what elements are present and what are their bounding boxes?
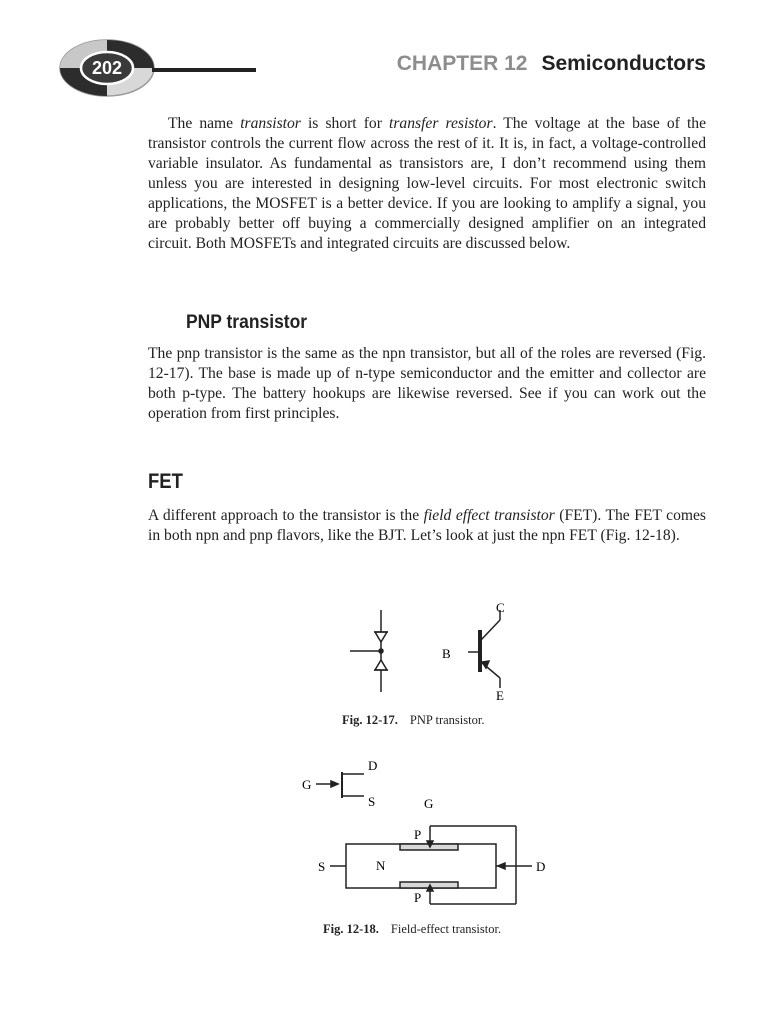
figure-caption-text: PNP transistor.: [409, 713, 485, 727]
fet-paragraph: [148, 506, 706, 546]
p-region-bottom-label: P: [414, 890, 422, 905]
figure-12-17-diagram: [336, 596, 526, 706]
chapter-label: CHAPTER 12: [396, 52, 528, 75]
fet-heading: FET: [148, 470, 183, 493]
intro-paragraph: [148, 114, 706, 254]
emphasis-transistor: transistor: [240, 115, 301, 132]
figure-number: Fig. 12-18.: [323, 922, 379, 936]
emitter-label: E: [496, 688, 504, 703]
text-run: . The voltage at the base of the transistor controls the current flow across the rest of it. It is, in fact, a voltage-controlled variable insulator. As fundamental as transistors are, I don’t recommend using them unless you are interested in designing low-level circuits. For most electronic switch applications, the MOSFET is a better device. If you are looking to amplify a signal, you are probably better off buying a commercially designed amplifier on an integrated circuit. Both MOSFETs and integrated circuits are discussed below.: [148, 115, 706, 252]
collector-label: C: [496, 600, 505, 615]
emphasis-transfer-resistor: transfer resistor: [389, 115, 493, 132]
fet-symbol: [316, 772, 364, 798]
figure-12-18-caption: [323, 922, 501, 937]
n-region-label: N: [376, 858, 386, 873]
base-label: B: [442, 646, 451, 661]
device-drain-label: D: [536, 859, 546, 874]
fet-device-structure: [330, 826, 532, 904]
figure-caption-text: Field-effect transistor.: [390, 922, 502, 936]
figure-number: Fig. 12-17.: [342, 713, 398, 727]
page-number: 202: [91, 58, 123, 78]
symbol-source-label: S: [368, 794, 376, 809]
symbol-gate-label: G: [302, 777, 312, 792]
device-gate-label: G: [424, 796, 434, 811]
text-run: is short for: [300, 115, 389, 132]
emphasis-fet: field effect transistor: [423, 507, 555, 524]
p-region-top-label: P: [414, 827, 422, 842]
pnp-paragraph: The pnp transistor is the same as the npn transistor, but all of the roles are reversed (Fig. 12-17). The base is made up of n-type semiconductor and the emitter and collector are both p-type. The battery hookups are likewise reversed. See if you can work out the operation from first principles.: [148, 345, 706, 422]
text-run: (FET). The FET comes in both npn and pnp flavors, like the BJT. Let’s look at just the npn FET (Fig. 12-18).: [148, 507, 706, 544]
pnp-heading: PNP transistor: [186, 312, 308, 333]
text-run: The name: [168, 115, 241, 132]
figure-12-17-caption: [342, 713, 484, 728]
device-source-label: S: [318, 859, 326, 874]
figure-12-18-diagram: [296, 752, 566, 908]
header-rule: [152, 68, 256, 72]
symbol-drain-label: D: [368, 758, 378, 773]
diode-pair-symbol: [350, 610, 388, 692]
text-run: A different approach to the transistor is the: [148, 507, 424, 524]
pnp-transistor-symbol: [468, 610, 500, 688]
running-header: [397, 52, 706, 76]
chapter-title: Semiconductors: [541, 52, 706, 75]
